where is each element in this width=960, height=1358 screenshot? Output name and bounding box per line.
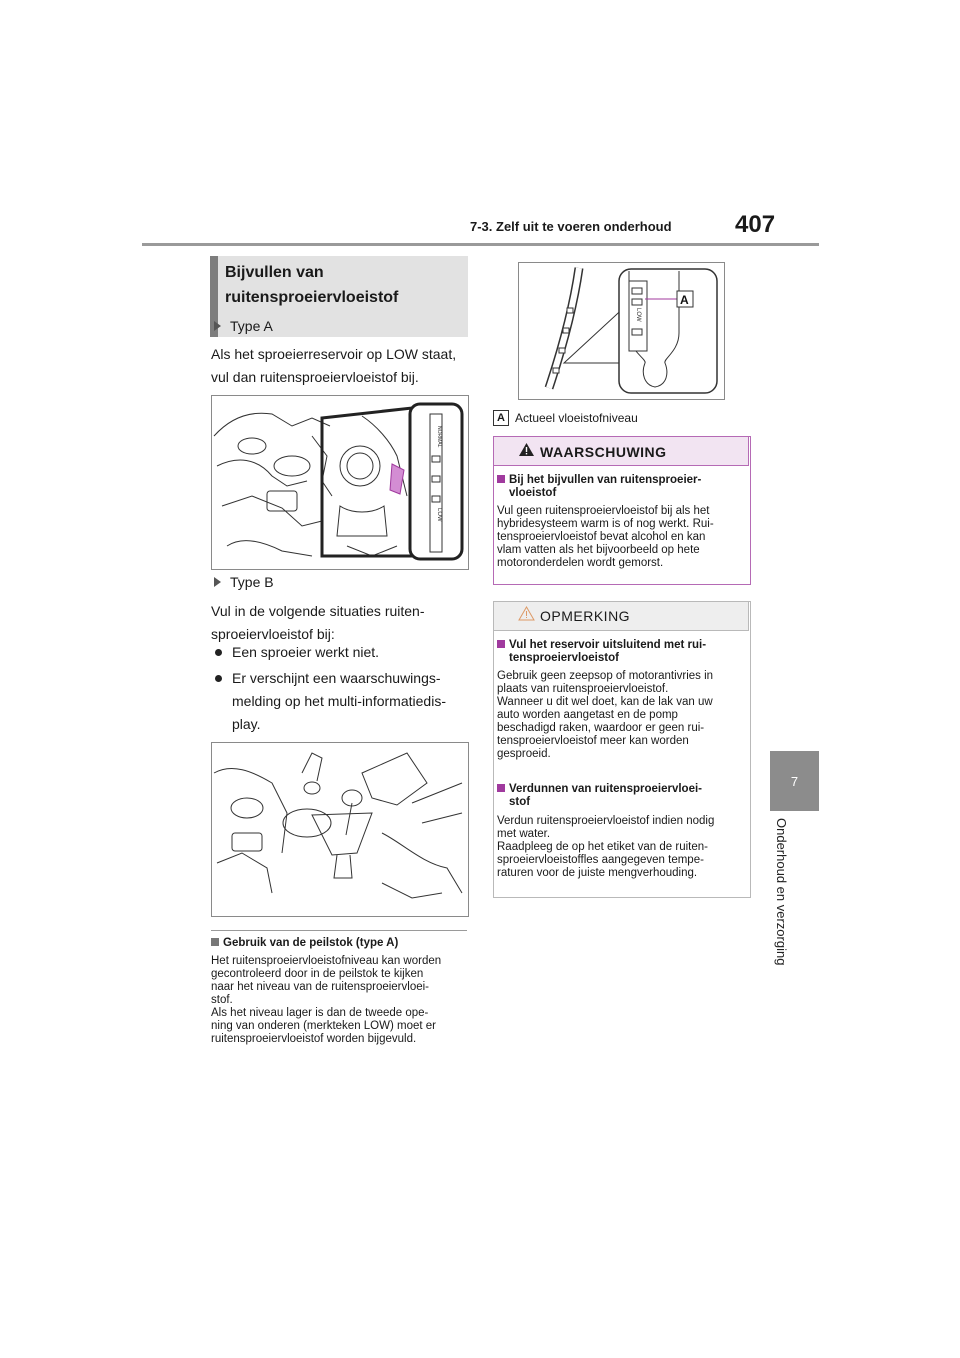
fill-level-indicator [390,464,404,494]
warning-triangle-icon [518,442,535,457]
dipstick-low-label: LOW [635,308,641,322]
square-bullet-icon [211,938,219,946]
normal-label: NORMAL [436,426,442,448]
engine-bay-type-a-illustration [212,396,468,569]
warning-heading: Bij het bijvullen van ruitensproeier- vloeistof [497,474,747,500]
engine-bay-type-b-figure [211,742,469,917]
low-label: LOW [436,508,442,522]
type-a-text: Als het sproeierreservoir op LOW staat, vul dan ruitensproeiervloeistof bij. [211,346,457,385]
caption-text: Actueel vloeistofniveau [515,411,638,425]
figure-caption [493,410,638,426]
chapter-title-vertical [774,818,805,988]
note-divider [211,930,467,931]
bullet-icon [215,675,222,682]
arrow-right-icon [214,321,221,331]
type-a-heading: Type A [214,318,273,334]
square-bullet-icon [497,475,505,483]
warning-title: WAARSCHUWING [540,444,667,460]
engine-bay-type-b-illustration [212,743,468,916]
section-heading: 7-3. Zelf uit te voeren onderhoud [470,219,672,234]
chapter-tab [770,751,819,811]
type-b-heading: Type B [214,574,274,590]
arrow-right-icon [214,577,221,587]
bullet-icon [215,649,222,656]
notice-item1-body: Gebruik geen zeepsop of motorantivries in plaats van ruitensproeiervloeistof. Wanneer u dit wel doet, kan de lak van uw auto worden aangetast en de pomp beschadigd raken, waardoor er geen rui- tensproeiervloeistof meer kan worden gesproeid. [497,670,714,760]
notice-item2-heading: Verdunnen van ruitensproeiervloei- stof [497,783,747,809]
bullet-sprayer-not-working: Een sproeier werkt niet. [211,641,379,664]
square-bullet-icon [497,784,505,792]
callout-a-label: A [680,293,689,307]
dipstick-note-title: Gebruik van de peilstok (type A) [211,937,398,949]
header-divider [142,243,819,246]
notice-title: OPMERKING [540,608,631,624]
notice-triangle-icon [518,606,535,621]
callout-key-a: A [493,410,509,426]
page-number: 407 [735,211,776,238]
warning-body: Vul geen ruitensproeiervloeistof bij als het hybridesysteem warm is of nog werkt. Rui- tensproeiervloeistof bevat alcohol en kan vlam vatten als het bijvoorbeeld op hete motoronderdelen wordt gemorst. [497,505,714,569]
square-bullet-icon [497,640,505,648]
type-b-text: Vul in de volgende situaties ruiten- sproeiervloeistof bij: [211,603,425,642]
chapter-title: Onderhoud en verzorging [774,818,789,966]
dipstick-illustration [519,263,724,399]
notice-item2-body: Verdun ruitensproeiervloeistof indien nodig met water. Raadpleeg de op het etiket van de ruiten- sproeiervloeistoffles aangegeven tempe- raturen voor de juiste mengverhouding. [497,815,715,879]
notice-item1-heading: Vul het reservoir uitsluitend met rui- tensproeiervloeistof [497,639,747,665]
bullet-warning-message: Er verschijnt een waarschuwings- melding op het multi-informatiedis- play. [211,667,446,736]
section-title: Bijvullen van ruitensproeiervloeistof [225,264,399,306]
chapter-number: 7 [790,773,799,789]
engine-bay-type-a-figure [211,395,469,570]
dipstick-figure [518,262,725,400]
dipstick-note-body: Het ruitensproeiervloeistofniveau kan worden gecontroleerd door in de peilstok te kijken naar het niveau van de ruitensproeiervloei- stof. Als het niveau lager is dan de tweede ope- ning van onderen (merkteken LOW) moet er ruitensproeiervloeistof worden bijgevuld. [211,955,442,1045]
